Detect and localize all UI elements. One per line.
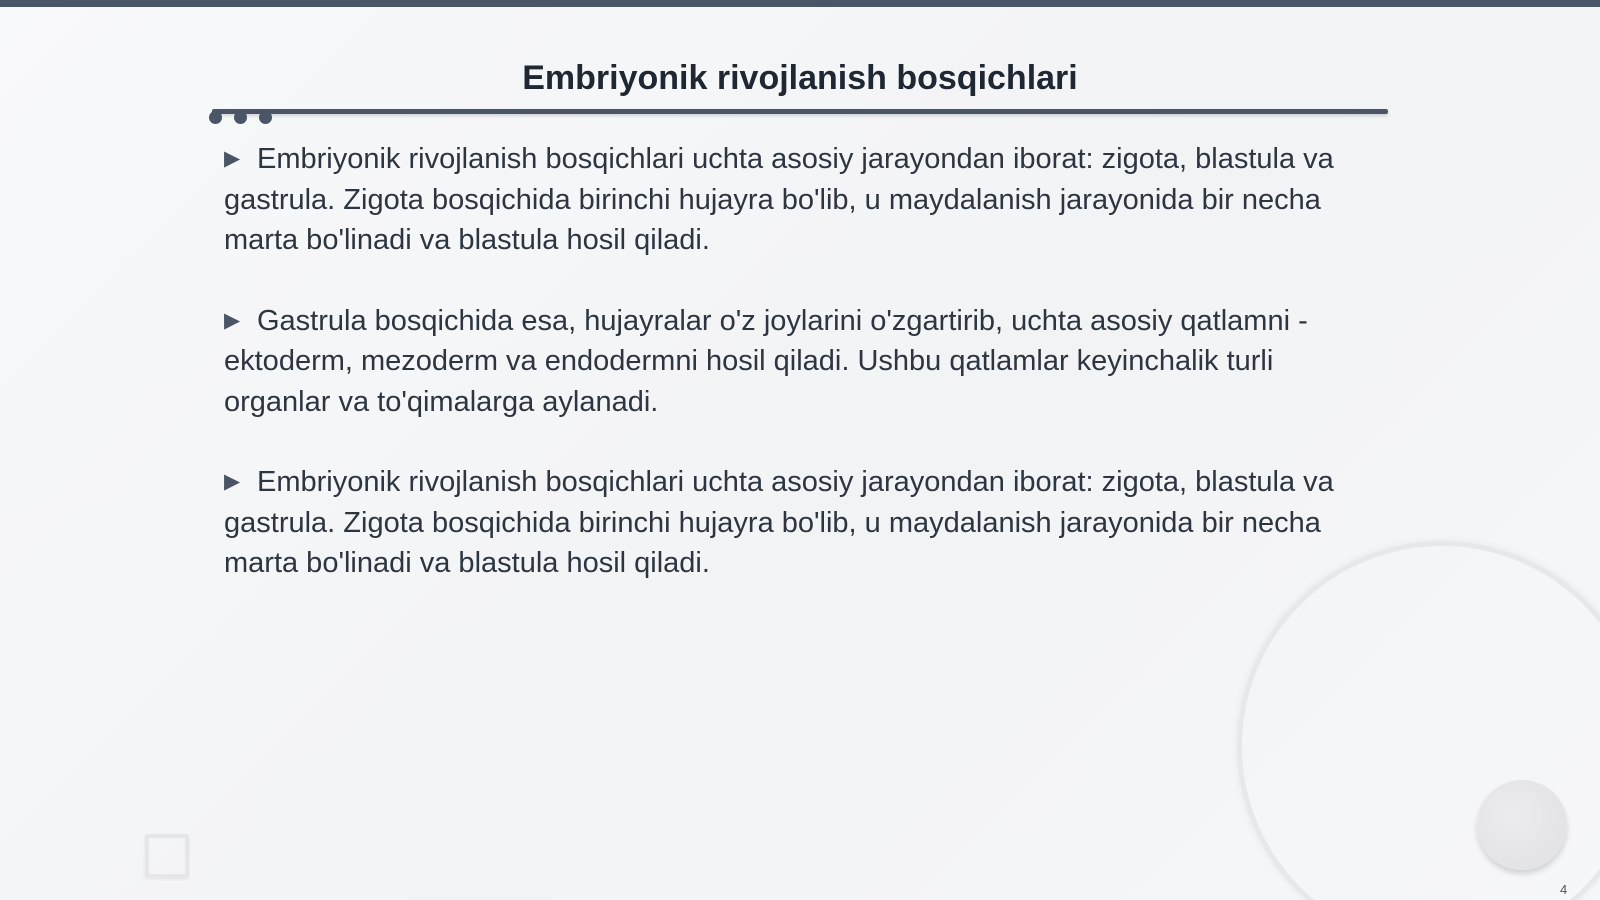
bullet-text: Embriyonik rivojlanish bosqichlari uchta asosiy jarayondan iborat: zigota, blastula va gastrula. Zigota bosqichida birinchi hujayra bo'lib, u maydalanish jarayonida bir necha marta bo'linadi va blastula hosil qiladi. [224, 143, 1334, 256]
decorative-circle-filled [1477, 780, 1567, 870]
decorative-dot [259, 111, 272, 124]
slide-title: Embriyonik rivojlanish bosqichlari [522, 59, 1078, 97]
bullet-item [224, 462, 1374, 584]
bullet-text: Gastrula bosqichida esa, hujayralar o'z joylarini o'zgartirib, uchta asosiy qatlamni - ektoderm, mezoderm va endodermni hosil qiladi. Ushbu qatlamlar keyinchalik turli organlar va to'qimalarga aylanadi. [224, 304, 1308, 418]
triangle-bullet-icon: ▶ [224, 308, 241, 332]
bullet-item [224, 301, 1374, 423]
bullet-item [224, 139, 1374, 261]
triangle-bullet-icon: ▶ [224, 470, 241, 493]
decorative-dot [234, 111, 247, 124]
decorative-square [145, 834, 189, 878]
page-number: 4 [1560, 882, 1568, 897]
bullet-list [224, 139, 1374, 624]
bullet-text: Embriyonik rivojlanish bosqichlari uchta asosiy jarayondan iborat: zigota, blastula va gastrula. Zigota bosqichida birinchi hujayra bo'lib, u maydalanish jarayonida bir necha marta bo'linadi va blastula hosil qiladi. [224, 466, 1334, 579]
top-accent-bar [0, 0, 1600, 7]
decorative-dot [209, 111, 222, 124]
triangle-bullet-icon: ▶ [224, 147, 241, 170]
title-underline [212, 109, 1388, 114]
